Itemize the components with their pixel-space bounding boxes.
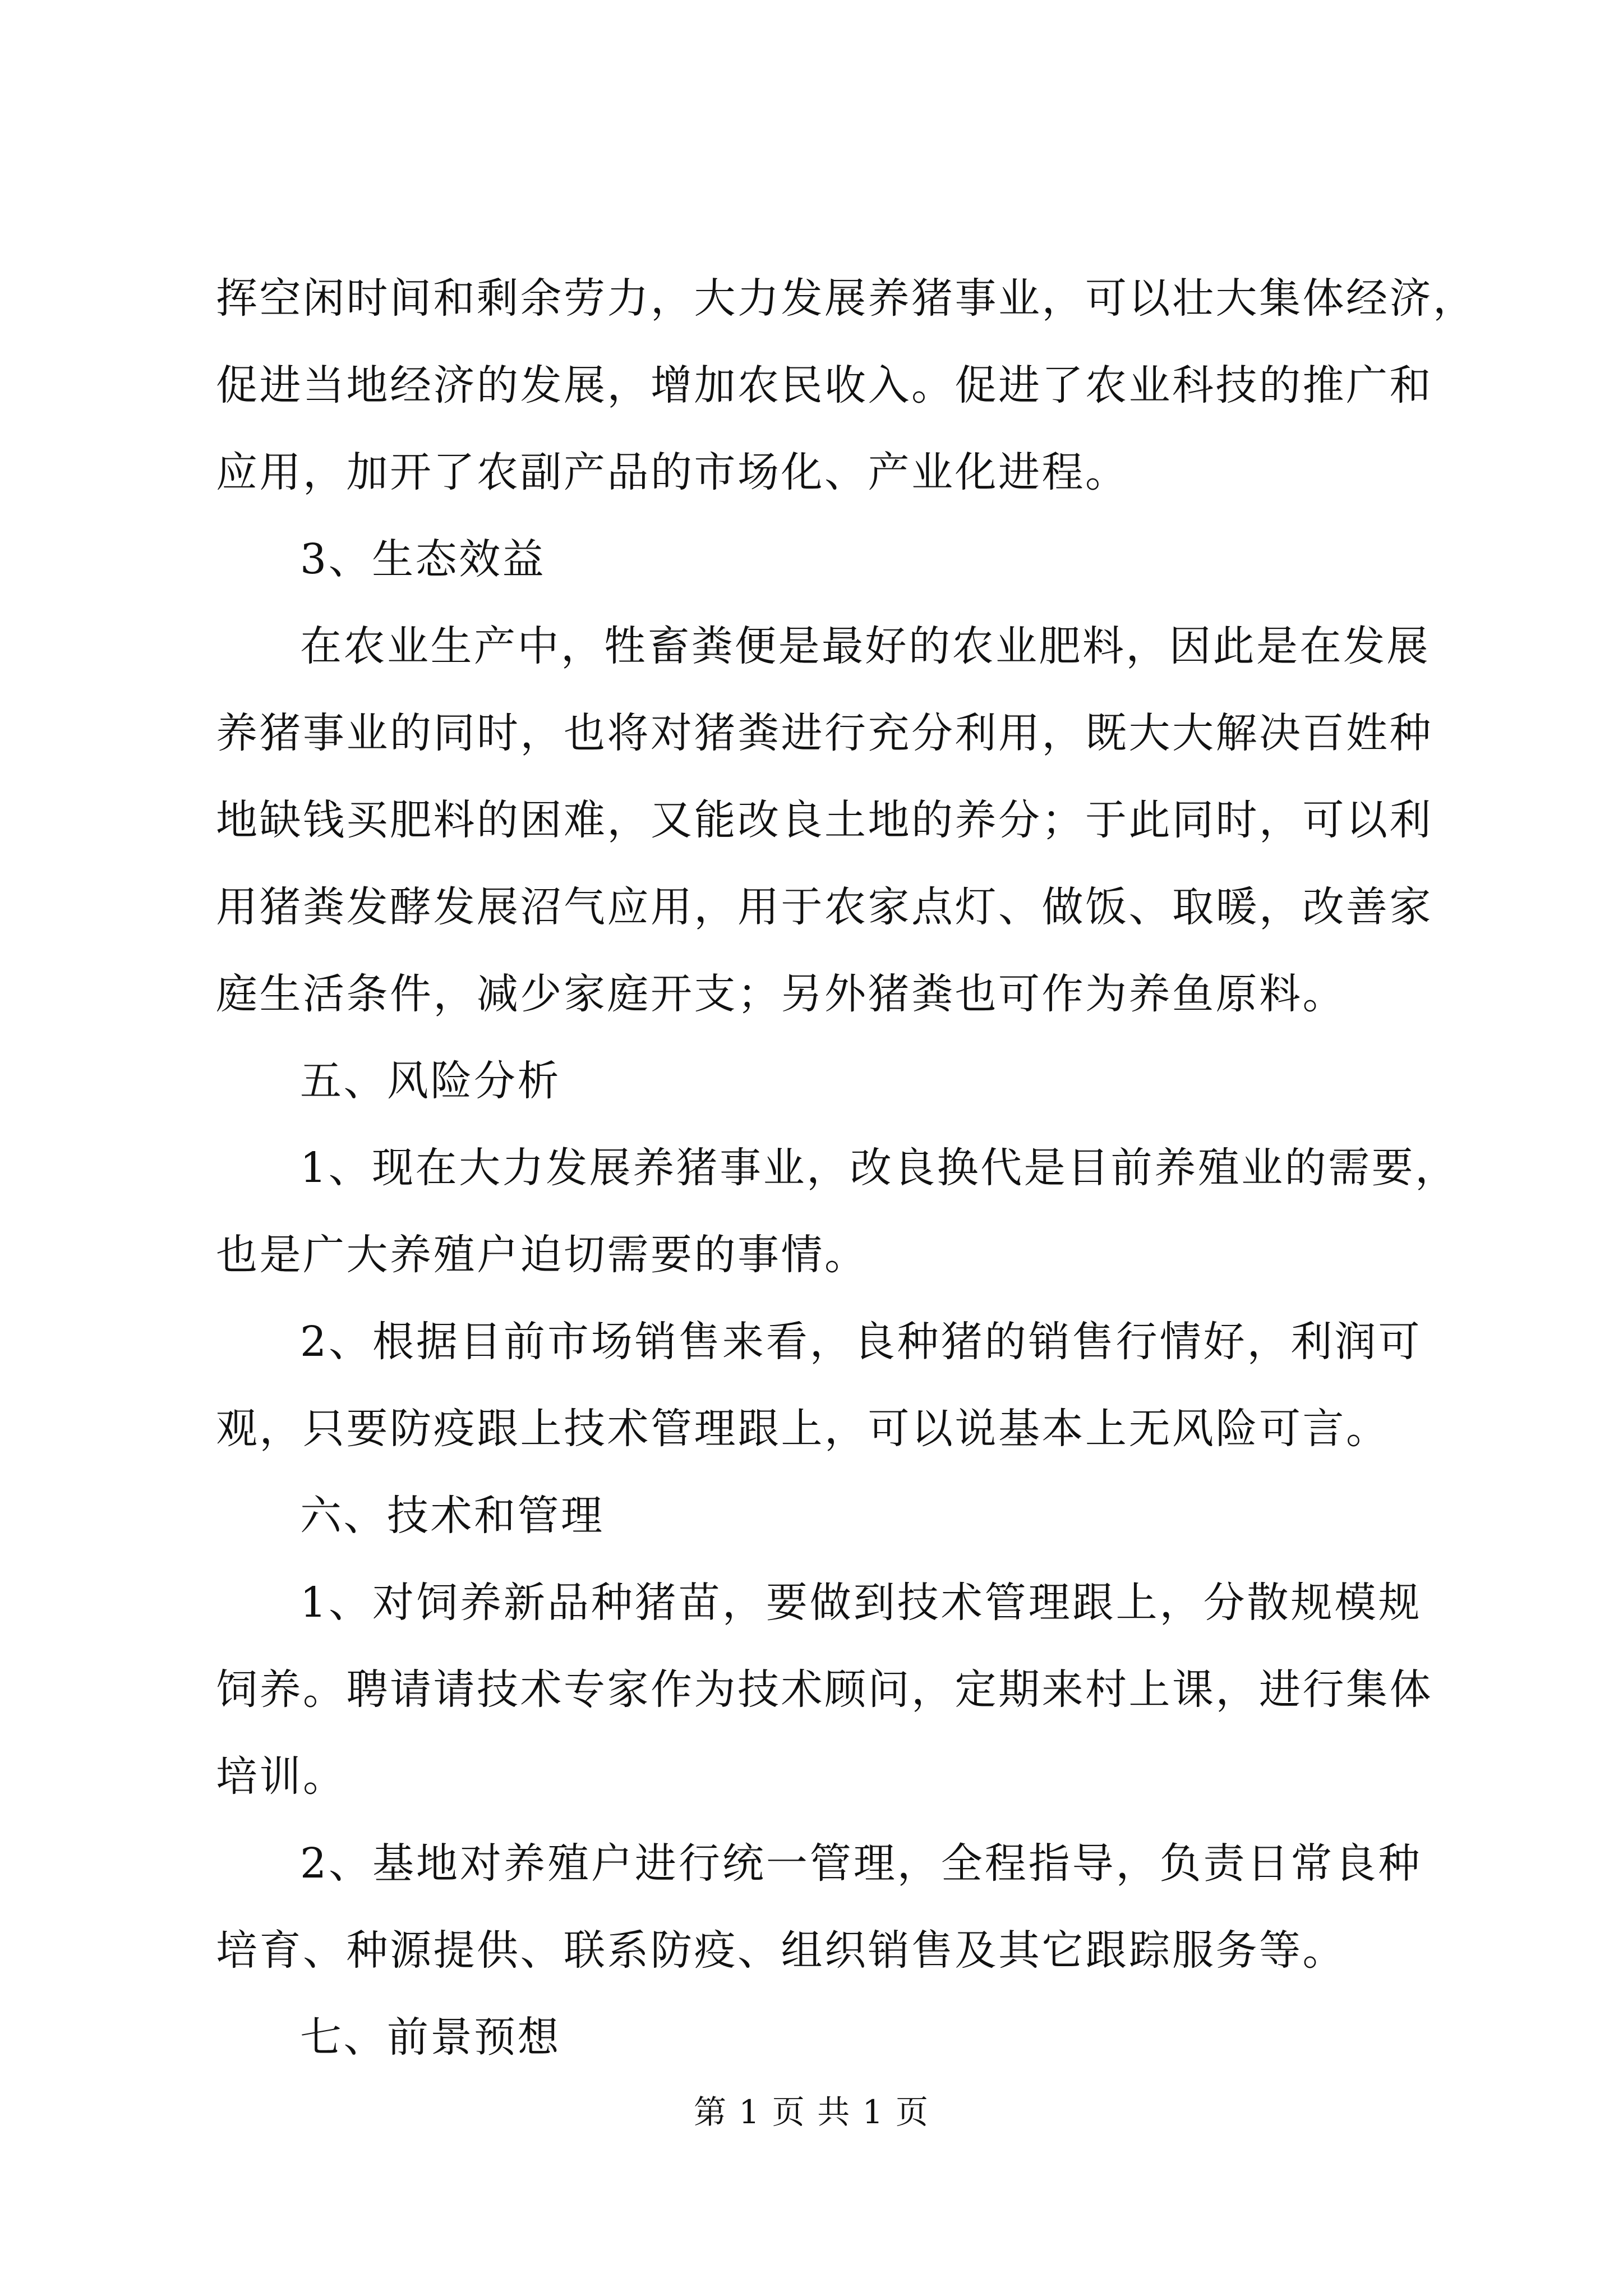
section-heading: 六、技术和管理 bbox=[300, 1492, 605, 1540]
section-heading: 3、生态效益 bbox=[300, 535, 546, 583]
body-line: 挥空闲时间和剩余劳力，大力发展养猪事业，可以壮大集体经济， bbox=[216, 274, 1477, 323]
body-line: 应用，加开了农副产品的市场化、产业化进程。 bbox=[216, 448, 1129, 496]
body-line: 2、根据目前市场销售来看，良种猪的销售行情好，利润可 bbox=[300, 1318, 1422, 1366]
body-line: 在农业生产中，牲畜粪便是最好的农业肥料，因此是在发展 bbox=[300, 622, 1430, 670]
section-heading: 五、风险分析 bbox=[300, 1057, 561, 1105]
body-line: 饲养。聘请请技术专家作为技术顾问，定期来村上课，进行集体 bbox=[216, 1665, 1433, 1714]
body-line: 用猪粪发酵发展沼气应用，用于农家点灯、做饭、取暖，改善家 bbox=[216, 883, 1433, 931]
body-line: 也是广大养殖户迫切需要的事情。 bbox=[216, 1231, 868, 1279]
body-line: 培训。 bbox=[216, 1752, 347, 1801]
body-line: 促进当地经济的发展，增加农民收入。促进了农业科技的推广和 bbox=[216, 361, 1433, 409]
body-line: 养猪事业的同时，也将对猪粪进行充分利用，既大大解决百姓种 bbox=[216, 709, 1433, 757]
body-line: 2、基地对养殖户进行统一管理，全程指导，负责日常良种 bbox=[300, 1839, 1422, 1888]
body-line: 地缺钱买肥料的困难，又能改良土地的养分；于此同时，可以利 bbox=[216, 796, 1433, 844]
page-footer: 第 1 页 共 1 页 bbox=[694, 2093, 929, 2131]
section-heading: 七、前景预想 bbox=[300, 2013, 561, 2062]
body-line: 1、对饲养新品种猪苗，要做到技术管理跟上，分散规模规 bbox=[300, 1579, 1422, 1627]
body-line: 1、现在大力发展养猪事业，改良换代是目前养殖业的需要， bbox=[300, 1144, 1459, 1192]
body-line: 培育、种源提供、联系防疫、组织销售及其它跟踪服务等。 bbox=[216, 1926, 1346, 1975]
body-line: 观，只要防疫跟上技术管理跟上，可以说基本上无风险可言。 bbox=[216, 1405, 1390, 1453]
body-line: 庭生活条件，减少家庭开支；另外猪粪也可作为养鱼原料。 bbox=[216, 970, 1346, 1018]
